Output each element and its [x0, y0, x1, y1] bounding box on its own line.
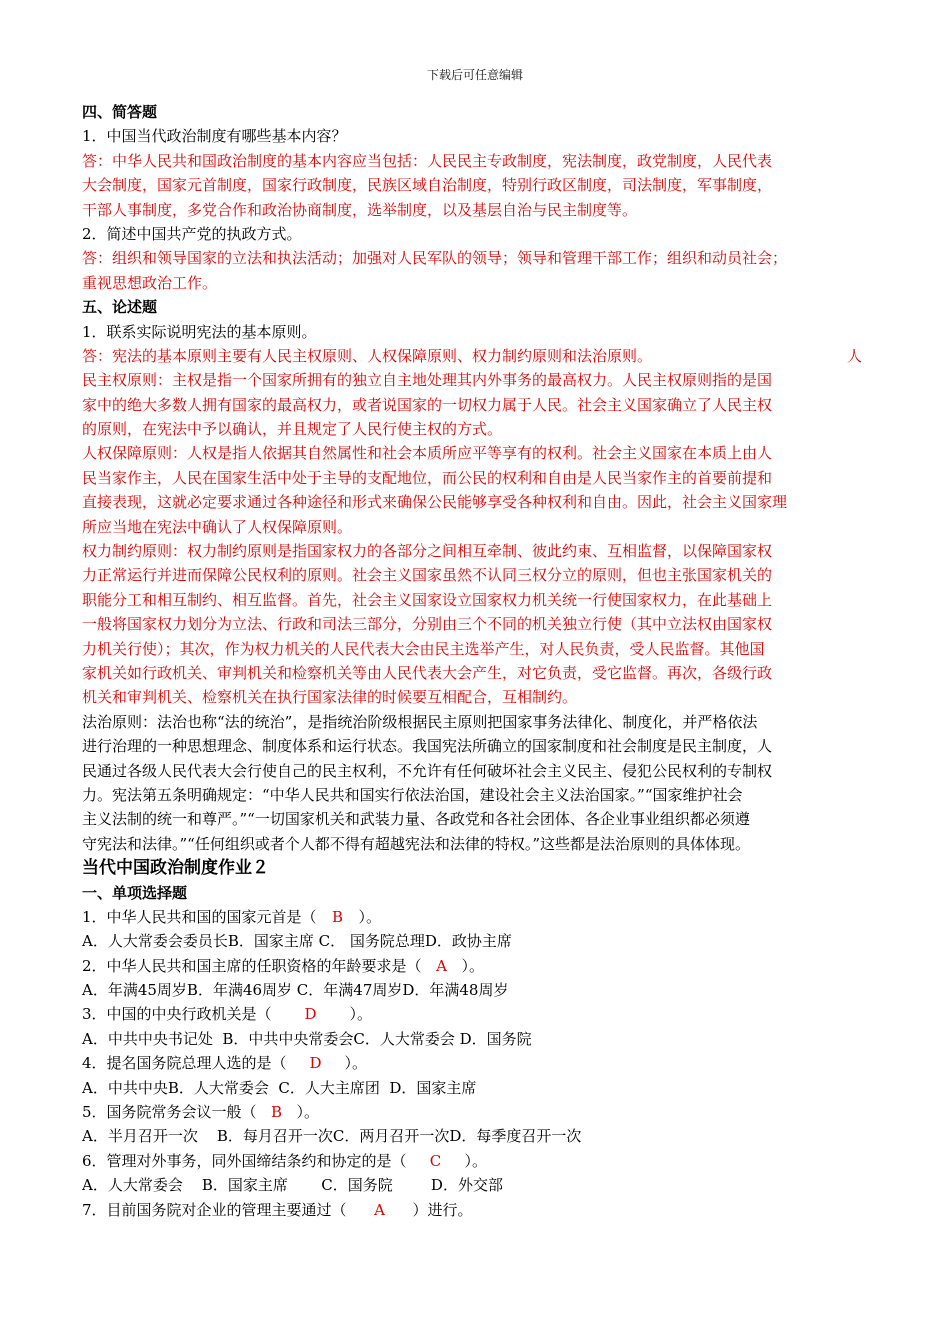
answer-3-line: 人权保障原则：人权是指人依据其自然属性和社会本质所应平等享有的权利。社会主义国家在本质上由人 — [82, 444, 773, 463]
answer-1-line: 干部人事制度，多党合作和政治协商制度，选举制度，以及基层自治与民主制度等。 — [82, 200, 638, 219]
mcq-list — [82, 905, 862, 1222]
answer-3-line: 家机关如行政机关、审判机关和检察机关等由人民代表大会产生，对它负责，受它监督。再次，各级行政 — [82, 663, 773, 682]
mcq-options: A．人大常委会 B．国家主席 C．国务院 D．外交部 — [82, 1176, 503, 1195]
rule-of-law-line: 民通过各级人民代表大会行使自己的民主权利，不允许有任何破坏社会主义民主、侵犯公民权利的专制权 — [82, 761, 773, 780]
mcq-question-end: ）。 — [464, 1151, 488, 1170]
answer-3-intro-tail: 人 — [846, 346, 862, 365]
rule-of-law-line: 进行治理的一种思想理念、制度体系和运行状态。我国宪法所确立的国家制度和社会制度是民主制度，人 — [82, 737, 773, 756]
answer-2-line: 重视思想政治工作。 — [82, 273, 218, 292]
rule-of-law-line: 法治原则：法治也称“法的统治”，是指统治阶级根据民主原则把国家事务法律化、制度化，并严格依法 — [82, 712, 758, 731]
mcq-question-end: ）。 — [344, 1054, 368, 1073]
mcq-options: A．年满45周岁B．年满46周岁 C．年满47周岁D．年满48周岁 — [82, 981, 509, 1000]
answer-3-line: 所应当地在宪法中确认了人权保障原则。 — [82, 517, 353, 536]
answer-3-line: 力机关行使）；其次，作为权力机关的人民代表大会由民主选举产生，对人民负责，受人民监督。其他国 — [82, 639, 765, 658]
answer-3-line: 权力制约原则：权力制约原则是指国家权力的各部分之间相互牵制、彼此约束、互相监督，以保障国家权 — [82, 542, 773, 561]
answer-3-line: 直接表现，这就必定要求通过各种途径和形式来确保公民能够享受各种权利和自由。因此，社会主义国家理 — [82, 493, 788, 512]
mcq-question-end: ）进行。 — [412, 1200, 473, 1219]
mcq-question-text: 7．目前国务院对企业的管理主要通过（ — [82, 1200, 347, 1219]
mcq-question-text: 1．中华人民共和国的国家元首是（ — [82, 907, 317, 926]
mcq-options: A．中共中央B．人大常委会 C．人大主席团 D．国家主席 — [82, 1078, 477, 1097]
answer-2-line: 答：组织和领导国家的立法和执法活动；加强对人民军队的领导；领导和管理干部工作；组织和动员社会； — [82, 249, 788, 268]
answer-3-line: 家中的绝大多数人拥有国家的最高权力，或者说国家的一切权力属于人民。社会主义国家确立了人民主权 — [82, 395, 773, 414]
answer-3-line: 职能分工和相互制约、相互监督。首先，社会主义国家设立国家权力机关统一行使国家权力，在此基础上 — [82, 590, 773, 609]
answer-3-line: 民主权原则：主权是指一个国家所拥有的独立自主地处理其内外事务的最高权力。人民主权原则指的是国 — [82, 371, 773, 390]
mcq-question — [82, 1198, 862, 1222]
answer-3-line: 力正常运行并进而保障公民权利的原则。社会主义国家虽然不认同三权分立的原则，但也主张国家机关的 — [82, 566, 773, 585]
mcq-answer: B — [271, 1103, 283, 1122]
section-title-short-answer: 四、简答题 — [82, 103, 158, 121]
answer-3-line: 机关和审判机关、检察机关在执行国家法律的时候要互相配合，互相制约。 — [82, 688, 578, 707]
answer-3-line: 一般将国家权力划分为立法、行政和司法三部分，分别由三个不同的机关独立行使（其中立法权由国家权 — [82, 615, 773, 634]
mcq-options: A．中共中央书记处 B．中共中央常委会C．人大常委会 D．国务院 — [82, 1029, 532, 1048]
mcq-question — [82, 1002, 862, 1026]
section-title-single-choice: 一、单项选择题 — [82, 883, 188, 902]
mcq-question — [82, 1051, 862, 1075]
mcq-question-text: 3．中国的中央行政机关是（ — [82, 1005, 272, 1024]
mcq-question — [82, 954, 862, 978]
answer-3-intro-text: 答：宪法的基本原则主要有人民主权原则、人权保障原则、权力制约原则和法治原则。 — [82, 346, 653, 365]
mcq-question — [82, 1149, 862, 1173]
mcq-answer: A — [374, 1200, 385, 1219]
mcq-question-end: ）。 — [461, 956, 485, 975]
mcq-question — [82, 1100, 862, 1124]
answer-3-intro — [82, 344, 862, 368]
rule-of-law-line: 守宪法和法律。”“任何组织或者个人都不得有超越宪法和法律的特权。”这些都是法治原则的具体体现。 — [82, 834, 751, 853]
mcq-question-end: ）。 — [358, 907, 382, 926]
mcq-options: A．半月召开一次 B．每月召开一次C．两月召开一次D．每季度召开一次 — [82, 1127, 582, 1146]
homework-2-title: 当代中国政治制度作业２ — [82, 858, 269, 879]
rule-of-law-line: 力。宪法第五条明确规定：“中华人民共和国实行依法治国，建设社会主义法治国家。”“国家维护社会 — [82, 785, 743, 804]
question-3: 1．联系实际说明宪法的基本原则。 — [82, 322, 317, 341]
mcq-question-end: ）。 — [349, 1005, 373, 1024]
mcq-question-end: ）。 — [296, 1103, 320, 1122]
mcq-question-text: 5．国务院常务会议一般（ — [82, 1103, 257, 1122]
question-1: 1．中国当代政治制度有哪些基本内容？ — [82, 127, 347, 146]
mcq-question — [82, 905, 862, 929]
mcq-options: A．人大常委会委员长B．国家主席 C． 国务院总理D．政协主席 — [82, 932, 512, 951]
mcq-answer: D — [304, 1005, 317, 1024]
section-title-essay: 五、论述题 — [82, 298, 158, 317]
document-body — [82, 100, 862, 1222]
mcq-answer: B — [332, 907, 344, 926]
mcq-question-text: 6．管理对外事务，同外国缔结条约和协定的是（ — [82, 1151, 407, 1170]
mcq-answer: C — [429, 1151, 442, 1170]
mcq-answer: A — [436, 956, 447, 975]
answer-3-line: 的原则，在宪法中予以确认，并且规定了人民行使主权的方式。 — [82, 420, 503, 439]
mcq-answer: D — [309, 1054, 322, 1073]
answer-3-line: 民当家作主，人民在国家生活中处于主导的支配地位，而公民的权利和自由是人民当家作主的首要前提和 — [82, 468, 773, 487]
mcq-question-text: 2．中华人民共和国主席的任职资格的年龄要求是（ — [82, 956, 422, 975]
answer-1-line: 大会制度，国家元首制度，国家行政制度，民族区域自治制度，特别行政区制度，司法制度，军事制度， — [82, 176, 773, 195]
mcq-question-text: 4．提名国务院总理人选的是（ — [82, 1054, 287, 1073]
rule-of-law-line: 主义法制的统一和尊严。”“一切国家机关和武装力量、各政党和各社会团体、各企业事业组织都必须遵 — [82, 810, 750, 829]
question-2: 2．简述中国共产党的执政方式。 — [82, 224, 302, 243]
answer-1-line: 答：中华人民共和国政治制度的基本内容应当包括：人民民主专政制度，宪法制度，政党制度，人民代表 — [82, 151, 773, 170]
page-header: 下载后可任意编辑 — [426, 68, 523, 82]
